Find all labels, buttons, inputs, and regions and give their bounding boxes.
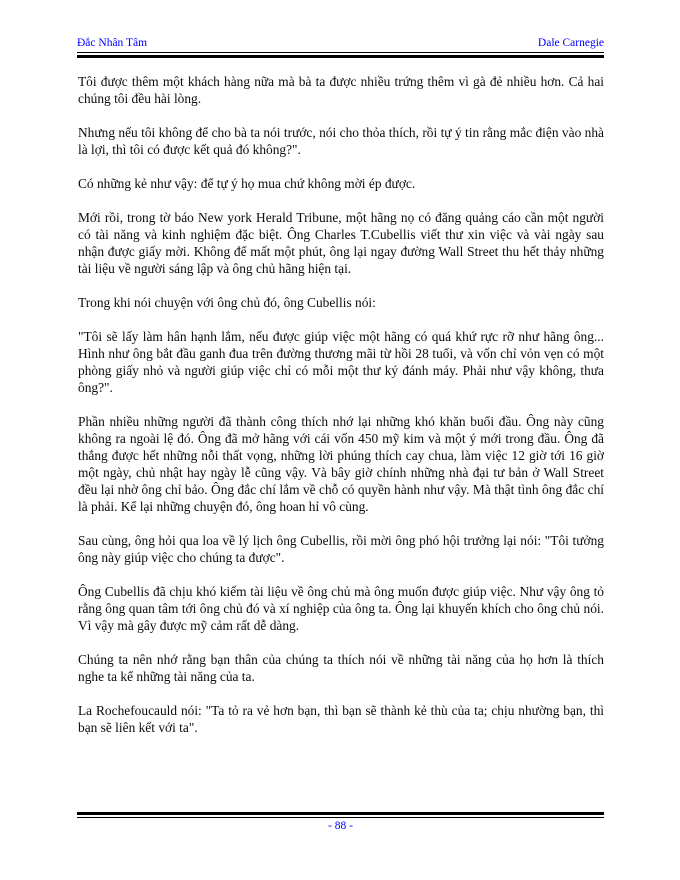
paragraph: Nhưng nếu tôi không để cho bà ta nói trước, nói cho thỏa thích, rồi tự ý tin rằng mắc điện vào nhà là lợi, thì tôi có được kết quả đó không?". — [78, 125, 604, 157]
paragraph: Sau cùng, ông hỏi qua loa về lý lịch ông Cubellis, rồi mời ông phó hội trưởng lại nói: "Tôi tưởng ông này giúp việc cho chúng ta được". — [78, 533, 604, 565]
paragraph: Trong khi nói chuyện với ông chủ đó, ông Cubellis nói: — [78, 295, 376, 310]
page-header — [77, 37, 604, 58]
page-number: - 88 - — [328, 820, 353, 832]
paragraph: Ông Cubellis đã chịu khó kiếm tài liệu về ông chủ mà ông muốn được giúp việc. Như vậy ông tỏ rằng ông quan tâm tới ông chủ đó và xí nghiệp của ông ta. Ông lại khuyến khích cho ông chủ nói. Vì vậy mà gây được mỹ cảm rất dễ dàng. — [78, 584, 604, 633]
paragraph: Phần nhiều những người đã thành công thích nhớ lại những khó khăn buổi đầu. Ông này cũng không ra ngoài lệ đó. Ông đã mở hãng với cái vốn 450 mỹ kim và một ý mới trong đầu. Ông đã thắng được hết những nỗi thất vọng, những lời phúng thích cay chua, làm việc 12 giờ tới 16 giờ một ngày, chủ nhật hay ngày lễ cũng vậy. Và bây giờ chính những nhà đại tư bản ở Wall Street đều lại nhờ ông chỉ bảo. Ông đắc chí lắm về chỗ có quyền hành như vậy. Mà thật tình ông đắc chí là phải. Kể lại những chuyện đó, ông hoan hỉ vô cùng. — [78, 414, 604, 514]
paragraph: Chúng ta nên nhớ rằng bạn thân của chúng ta thích nói về những tài năng của họ hơn là thích nghe ta kể những tài năng của ta. — [78, 652, 604, 684]
paragraph: Có những kẻ như vậy: để tự ý họ mua chứ không mời ép được. — [78, 176, 416, 191]
paragraph: Mới rồi, trong tờ báo New york Herald Tribune, một hãng nọ có đăng quảng cáo cần một người có tài năng và kinh nghiệm đặc biệt. Ông Charles T.Cubellis viết thư xin việc và vài ngày sau nhận được giấy mời. Không để mất một phút, ông lại ngay đường Wall Street thu hết thảy những tài liệu về người sáng lập và ông chủ hãng hiện tại. — [78, 210, 604, 276]
header-book-title: Đắc Nhân Tâm — [77, 37, 148, 49]
header-row — [77, 37, 604, 50]
paragraph: "Tôi sẽ lấy làm hân hạnh lắm, nếu được giúp việc một hãng có quá khứ rực rỡ như hãng ông... Hình như ông bắt đầu ganh đua trên đường thương mãi từ hồi 28 tuổi, và vốn chỉ vỏn vẹn có một phòng giấy nhỏ và người giúp việc chỉ có mỗi một thư ký đánh máy. Phải như vậy không, thưa ông?". — [78, 329, 604, 395]
header-rule — [77, 52, 604, 58]
paragraph: Tôi được thêm một khách hàng nữa mà bà ta được nhiều trứng thêm vì gà đẻ nhiều hơn. Cả hai chúng tôi đều hài lòng. — [78, 74, 604, 106]
header-author: Dale Carnegie — [537, 37, 604, 49]
page-footer — [77, 812, 604, 833]
document-body — [78, 73, 604, 753]
footer-rule — [77, 812, 604, 818]
paragraph: La Rochefoucauld nói: "Ta tỏ ra vẻ hơn bạn, thì bạn sẽ thành kẻ thù của ta; chịu nhường bạn, thì bạn sẽ liên kết với ta". — [78, 703, 604, 735]
